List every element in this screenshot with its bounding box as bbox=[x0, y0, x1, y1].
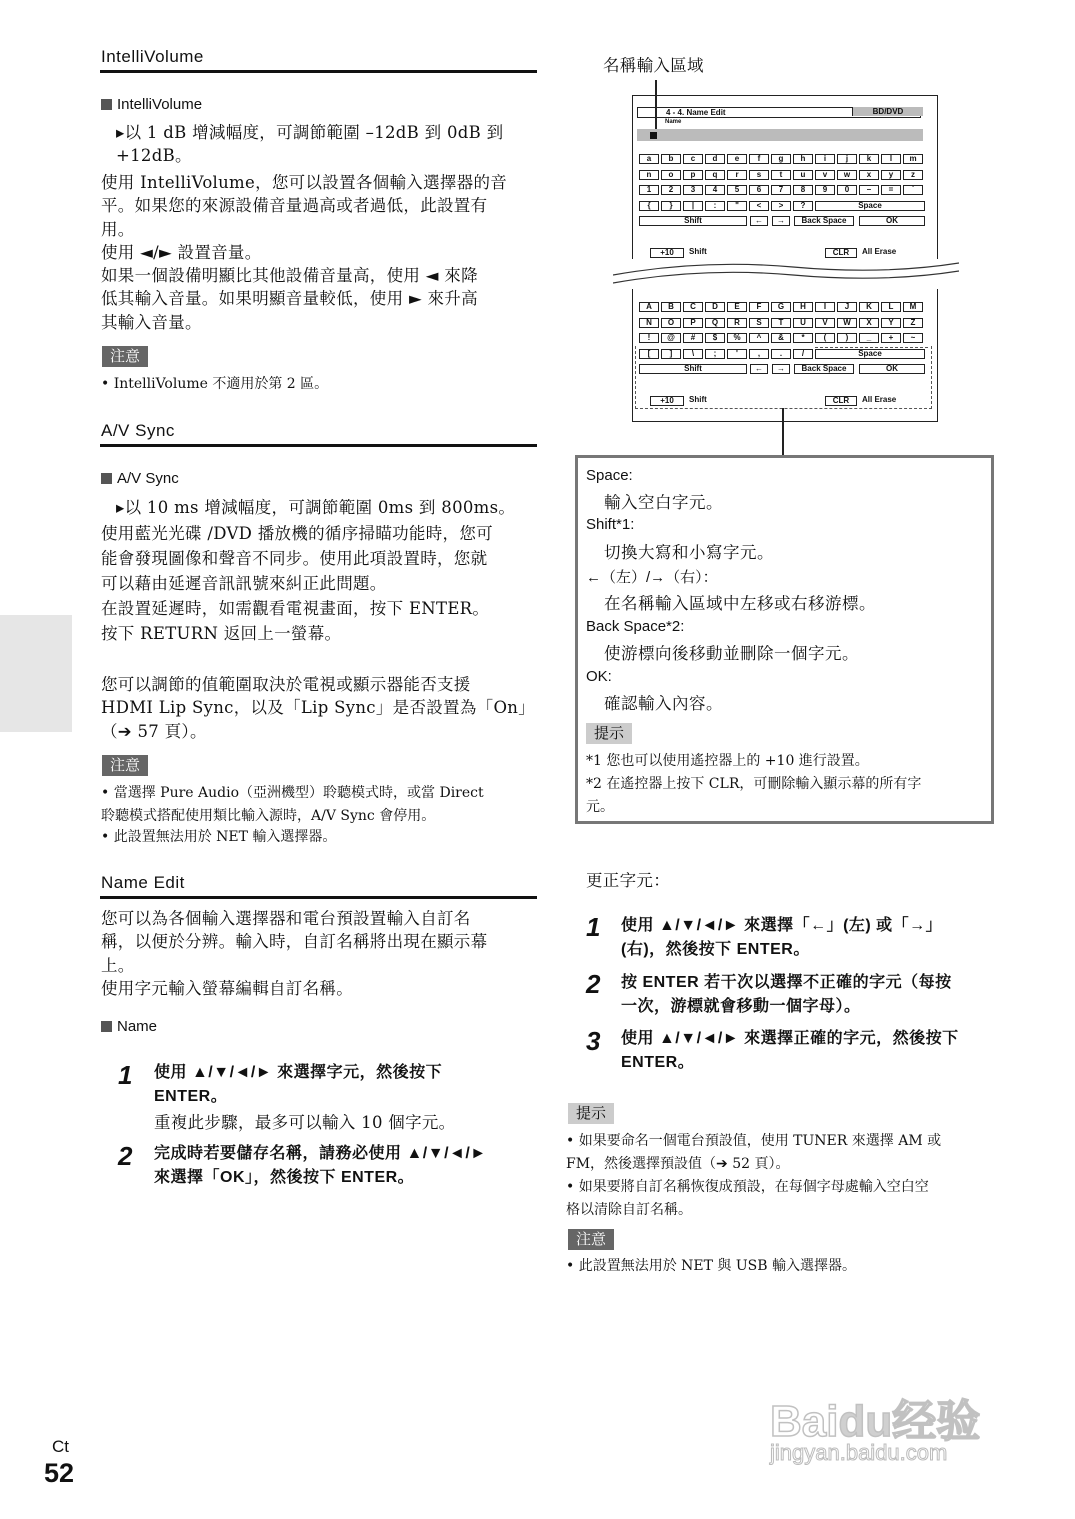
name-area-callout: 名稱輸入區域 bbox=[603, 56, 704, 75]
tip-badge: 提示 bbox=[586, 723, 632, 744]
key-14[interactable]: o bbox=[661, 170, 681, 180]
key-39[interactable]: [ bbox=[639, 349, 659, 359]
intellivolume-range: ▸以 1 dB 增減幅度，可調節範圍 –12dB 到 0dB 到 +12dB。 bbox=[116, 123, 504, 166]
dashed-highlight bbox=[635, 346, 932, 409]
name-input-area[interactable] bbox=[637, 129, 923, 141]
heading-rule bbox=[100, 70, 537, 73]
shift-key[interactable]: Shift bbox=[639, 364, 747, 374]
key-17[interactable]: r bbox=[727, 170, 747, 180]
key-37[interactable]: = bbox=[881, 185, 901, 195]
legend-connector bbox=[782, 408, 784, 456]
key-26[interactable]: 1 bbox=[639, 185, 659, 195]
break-wave bbox=[613, 259, 959, 289]
legend-label: ←（左）/→（右）： bbox=[586, 569, 718, 586]
legend-desc: 使游標向後移動並刪除一個字元。 bbox=[604, 644, 859, 663]
key-8[interactable]: i bbox=[815, 154, 835, 164]
key-35[interactable]: 0 bbox=[837, 185, 857, 195]
side-tab bbox=[0, 615, 72, 732]
space-key[interactable]: Space bbox=[815, 349, 925, 359]
plus10-button[interactable]: +10 bbox=[650, 248, 684, 258]
cursor bbox=[650, 132, 657, 139]
key-3[interactable]: d bbox=[705, 154, 725, 164]
key-22[interactable]: w bbox=[837, 170, 857, 180]
left-arrow-key[interactable]: ← bbox=[750, 216, 768, 226]
avsync-range: ▸以 10 ms 增減幅度，可調節範圍 0ms 到 800ms。 bbox=[116, 498, 516, 517]
key-25[interactable]: Z bbox=[903, 318, 923, 328]
legend-label: Shift*1: bbox=[586, 516, 635, 533]
key-13[interactable]: N bbox=[639, 318, 659, 328]
note-item: • 當選擇 Pure Audio（亞洲機型）聆聽模式時，或當 Direct 聆聽模式搭配使用類比輸入源時，A/V Sync 會停用。 bbox=[101, 785, 484, 824]
backspace-key[interactable]: Back Space bbox=[794, 216, 854, 226]
legend-desc: 確認輸入內容。 bbox=[604, 694, 723, 713]
key-legend-box bbox=[575, 455, 994, 824]
clr-button[interactable]: CLR bbox=[825, 248, 857, 258]
note-badge: 注意 bbox=[102, 755, 148, 776]
square-bullet-icon bbox=[101, 99, 112, 110]
key-10[interactable]: K bbox=[859, 302, 879, 312]
key-36[interactable]: – bbox=[859, 185, 879, 195]
square-bullet-icon bbox=[101, 1021, 112, 1032]
key-43[interactable]: ' bbox=[727, 349, 747, 359]
step-text: 使用 ▲/▼/◄/► 來選擇正確的字元，然後按下 ENTER。 bbox=[621, 1030, 959, 1071]
key-9[interactable]: J bbox=[837, 302, 857, 312]
key-36[interactable]: _ bbox=[859, 333, 879, 343]
page-number: 52 bbox=[44, 1458, 75, 1488]
key-35[interactable]: ) bbox=[837, 333, 857, 343]
note-item: • IntelliVolume 不適用於第 2 區。 bbox=[101, 376, 329, 392]
key-14[interactable]: O bbox=[661, 318, 681, 328]
key-16[interactable]: Q bbox=[705, 318, 725, 328]
key-0[interactable]: A bbox=[639, 302, 659, 312]
name-label: Name bbox=[665, 119, 682, 125]
correct-heading: 更正字元： bbox=[586, 872, 670, 890]
right-arrow-key[interactable]: → bbox=[772, 364, 790, 374]
key-29[interactable]: $ bbox=[705, 333, 725, 343]
key-11[interactable]: L bbox=[881, 302, 901, 312]
key-44[interactable]: < bbox=[749, 201, 769, 211]
key-18[interactable]: S bbox=[749, 318, 769, 328]
key-7[interactable]: h bbox=[793, 154, 813, 164]
key-25[interactable]: z bbox=[903, 170, 923, 180]
input-name: BD/DVD bbox=[852, 107, 923, 116]
key-43[interactable]: " bbox=[727, 201, 747, 211]
key-28[interactable]: 3 bbox=[683, 185, 703, 195]
key-31[interactable]: ^ bbox=[749, 333, 769, 343]
key-22[interactable]: W bbox=[837, 318, 857, 328]
key-15[interactable]: P bbox=[683, 318, 703, 328]
sub-label: IntelliVolume bbox=[117, 96, 203, 113]
note-item: • 此設置無法用於 NET 輸入選擇器。 bbox=[101, 829, 337, 845]
key-18[interactable]: s bbox=[749, 170, 769, 180]
heading-rule bbox=[100, 896, 537, 899]
ok-key[interactable]: OK bbox=[859, 364, 925, 374]
key-45[interactable]: > bbox=[771, 201, 791, 211]
key-23[interactable]: X bbox=[859, 318, 879, 328]
avsync-text: 使用藍光光碟 /DVD 播放機的循序掃瞄功能時，您可 能會發現圖像和聲音不同步。使用此項設置時，您就 可以藉由延遲音訊訊號來糾正此問題。 在設置延遲時，如需觀看電視畫面，按下 ENTER。 按下 RETURN 返回上一螢幕。 bbox=[101, 524, 493, 643]
key-26[interactable]: ! bbox=[639, 333, 659, 343]
key-5[interactable]: F bbox=[749, 302, 769, 312]
key-45[interactable]: . bbox=[771, 349, 791, 359]
tip-badge: 提示 bbox=[568, 1103, 614, 1124]
note-badge: 注意 bbox=[568, 1229, 614, 1250]
tip-item: • 如果要將自訂名稱恢復成預設，在每個字母處輸入空白空 格以清除自訂名稱。 bbox=[566, 1179, 929, 1218]
footnote: *1 您也可以使用遙控器上的 +10 進行設置。 bbox=[586, 753, 869, 769]
name-sub bbox=[101, 1018, 157, 1035]
clr-label: All Erase bbox=[862, 247, 897, 256]
key-23[interactable]: x bbox=[859, 170, 879, 180]
step-text: 按 ENTER 若干次以選擇不正確的字元（每按 一次，游標就會移動一個字母）。 bbox=[621, 974, 952, 1015]
key-1[interactable]: b bbox=[661, 154, 681, 164]
name-edit-screen bbox=[632, 95, 938, 422]
key-17[interactable]: R bbox=[727, 318, 747, 328]
key-29[interactable]: 4 bbox=[705, 185, 725, 195]
key-24[interactable]: Y bbox=[881, 318, 901, 328]
key-30[interactable]: % bbox=[727, 333, 747, 343]
footnote: *2 在遙控器上按下 CLR，可刪除輸入顯示幕的所有字 元。 bbox=[586, 776, 922, 815]
key-19[interactable]: T bbox=[771, 318, 791, 328]
step-number: 2 bbox=[118, 1141, 133, 1171]
key-6[interactable]: G bbox=[771, 302, 791, 312]
note-item: • 此設置無法用於 NET 與 USB 輸入選擇器。 bbox=[566, 1258, 856, 1274]
clr-label: All Erase bbox=[862, 395, 897, 404]
key-46[interactable]: ? bbox=[793, 201, 813, 211]
step-number: 2 bbox=[586, 969, 601, 999]
key-16[interactable]: q bbox=[705, 170, 725, 180]
step-extra: 重複此步驟，最多可以輸入 10 個字元。 bbox=[154, 1113, 456, 1132]
key-31[interactable]: 6 bbox=[749, 185, 769, 195]
key-4[interactable]: E bbox=[727, 302, 747, 312]
shift-key[interactable]: Shift bbox=[639, 216, 747, 226]
clr-button[interactable]: CLR bbox=[825, 396, 857, 406]
key-21[interactable]: V bbox=[815, 318, 835, 328]
key-5[interactable]: f bbox=[749, 154, 769, 164]
key-20[interactable]: u bbox=[793, 170, 813, 180]
legend-label: Back Space*2: bbox=[586, 618, 685, 635]
key-42[interactable]: : bbox=[705, 201, 725, 211]
step-number: 3 bbox=[586, 1026, 601, 1056]
key-41[interactable]: \ bbox=[683, 349, 703, 359]
key-7[interactable]: H bbox=[793, 302, 813, 312]
step-number: 1 bbox=[118, 1060, 133, 1090]
key-32[interactable]: & bbox=[771, 333, 791, 343]
key-41[interactable]: | bbox=[683, 201, 703, 211]
key-12[interactable]: M bbox=[903, 302, 923, 312]
key-0[interactable]: a bbox=[639, 154, 659, 164]
nameedit-text: 您可以為各個輸入選擇器和電台預設置輸入自訂名 稱，以便於分辨。輸入時，自訂名稱將出現在顯示幕 上。 使用字元輸入螢幕編輯自訂名稱。 bbox=[101, 909, 488, 998]
key-37[interactable]: + bbox=[881, 333, 901, 343]
sub-label: A/V Sync bbox=[117, 470, 179, 487]
key-30[interactable]: 5 bbox=[727, 185, 747, 195]
key-11[interactable]: l bbox=[881, 154, 901, 164]
avsync-text-2: 您可以調節的值範圍取決於電視或顯示器能否支援 HDMI Lip Sync，以及「Lip Sync」是否設置為「On」 （➔ 57 頁）。 bbox=[101, 675, 535, 741]
key-24[interactable]: y bbox=[881, 170, 901, 180]
key-32[interactable]: 7 bbox=[771, 185, 791, 195]
key-34[interactable]: ( bbox=[815, 333, 835, 343]
key-1[interactable]: B bbox=[661, 302, 681, 312]
legend-desc: 切換大寫和小寫字元。 bbox=[604, 543, 774, 562]
right-arrow-key[interactable]: → bbox=[772, 216, 790, 226]
key-33[interactable]: * bbox=[793, 333, 813, 343]
key-13[interactable]: n bbox=[639, 170, 659, 180]
title-bar bbox=[637, 107, 921, 118]
key-4[interactable]: e bbox=[727, 154, 747, 164]
key-21[interactable]: v bbox=[815, 170, 835, 180]
legend-label: Space: bbox=[586, 467, 633, 484]
key-44[interactable]: , bbox=[749, 349, 769, 359]
key-3[interactable]: D bbox=[705, 302, 725, 312]
dashed-highlight-top bbox=[815, 347, 928, 349]
watermark-logo: Baidu经验 bbox=[770, 1397, 981, 1446]
language-code: Ct bbox=[52, 1437, 69, 1456]
sub-label: Name bbox=[117, 1018, 158, 1035]
key-38[interactable]: ` bbox=[903, 185, 923, 195]
step-text: 使用 ▲/▼/◄/► 來選擇「←」(左) 或「→」 (右)，然後按下 ENTER。 bbox=[621, 917, 943, 958]
key-40[interactable]: } bbox=[661, 201, 681, 211]
key-12[interactable]: m bbox=[903, 154, 923, 164]
avsync-sub bbox=[101, 470, 179, 487]
intellivolume-sub bbox=[101, 96, 202, 113]
step-text: 完成時若要儲存名稱，請務必使用 ▲/▼/◄/► 來選擇「OK」，然後按下 ENTER。 bbox=[154, 1145, 487, 1186]
screen-title: 4 - 4. Name Edit bbox=[666, 108, 726, 117]
key-9[interactable]: j bbox=[837, 154, 857, 164]
heading-rule bbox=[100, 444, 537, 447]
key-28[interactable]: # bbox=[683, 333, 703, 343]
key-20[interactable]: U bbox=[793, 318, 813, 328]
key-2[interactable]: c bbox=[683, 154, 703, 164]
key-6[interactable]: g bbox=[771, 154, 791, 164]
step-number: 1 bbox=[586, 912, 601, 942]
left-arrow-key[interactable]: ← bbox=[750, 364, 768, 374]
key-8[interactable]: I bbox=[815, 302, 835, 312]
key-34[interactable]: 9 bbox=[815, 185, 835, 195]
watermark-url: jingyan.baidu.com bbox=[770, 1440, 948, 1465]
key-2[interactable]: C bbox=[683, 302, 703, 312]
legend-label: OK: bbox=[586, 668, 612, 685]
key-19[interactable]: t bbox=[771, 170, 791, 180]
backspace-key[interactable]: Back Space bbox=[794, 364, 854, 374]
square-bullet-icon bbox=[101, 473, 112, 484]
tip-item: • 如果要命名一個電台預設值，使用 TUNER 來選擇 AM 或 FM，然後選擇預設值（➔ 52 頁）。 bbox=[566, 1133, 942, 1172]
space-key[interactable]: Space bbox=[815, 201, 925, 211]
note-badge: 注意 bbox=[102, 346, 148, 367]
step-text: 使用 ▲/▼/◄/► 來選擇字元，然後按下 ENTER。 bbox=[154, 1064, 443, 1105]
legend-desc: 在名稱輸入區域中左移或右移游標。 bbox=[604, 594, 876, 613]
key-33[interactable]: 8 bbox=[793, 185, 813, 195]
key-15[interactable]: p bbox=[683, 170, 703, 180]
intellivolume-heading: IntelliVolume bbox=[101, 47, 204, 66]
key-38[interactable]: ~ bbox=[903, 333, 923, 343]
key-39[interactable]: { bbox=[639, 201, 659, 211]
key-27[interactable]: @ bbox=[661, 333, 681, 343]
ok-key[interactable]: OK bbox=[859, 216, 925, 226]
plus10-button[interactable]: +10 bbox=[650, 396, 684, 406]
plus10-label: Shift bbox=[689, 395, 707, 404]
avsync-heading: A/V Sync bbox=[101, 421, 175, 440]
intellivolume-text: 使用 IntelliVolume，您可以設置各個輸入選擇器的音 平。如果您的來源設備音量過高或者過低，此設置有 用。 使用 ◄/► 設置音量。 如果一個設備明顯比其他設備音量高，使用 ◄ 來降 低其輸入音量。如果明顯音量較低，使用 ► 來升高 其輸入音量。 bbox=[101, 173, 508, 332]
key-40[interactable]: ] bbox=[661, 349, 681, 359]
key-46[interactable]: / bbox=[793, 349, 813, 359]
key-42[interactable]: ; bbox=[705, 349, 725, 359]
key-27[interactable]: 2 bbox=[661, 185, 681, 195]
nameedit-heading: Name Edit bbox=[101, 873, 185, 892]
plus10-label: Shift bbox=[689, 247, 707, 256]
legend-desc: 輸入空白字元。 bbox=[604, 493, 723, 512]
key-10[interactable]: k bbox=[859, 154, 879, 164]
